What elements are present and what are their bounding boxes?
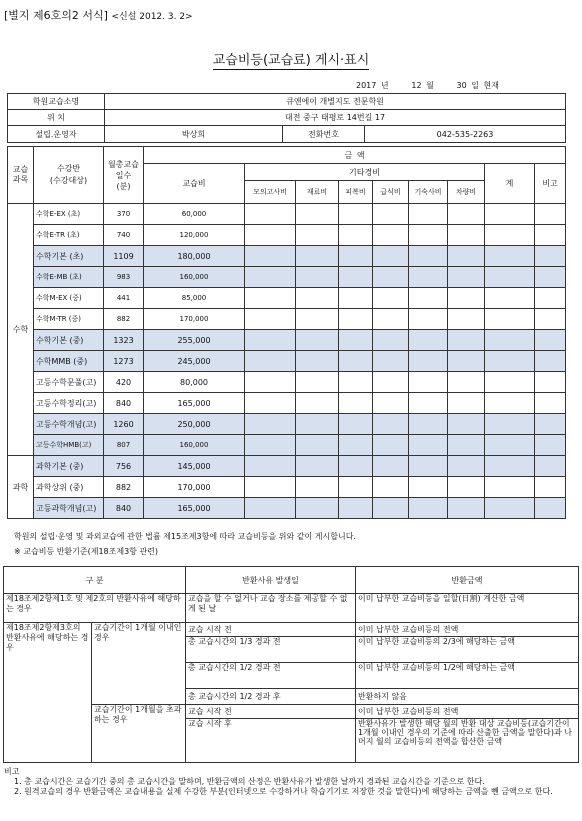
minutes-cell: 420 <box>104 372 144 393</box>
empty-cell <box>409 498 448 519</box>
fee-row <box>8 204 566 225</box>
empty-cell <box>339 351 373 372</box>
expense-subheader: 차량비 <box>448 181 485 204</box>
fee-row <box>8 330 566 351</box>
empty-cell <box>373 309 409 330</box>
empty-cell <box>373 435 409 456</box>
course-cell: 수학M-EX (중) <box>34 288 104 309</box>
course-cell: 수학E-EX (초) <box>34 204 104 225</box>
phone: 042-535-2263 <box>365 126 566 143</box>
empty-cell <box>373 498 409 519</box>
subject-header: 교습 과목 <box>8 147 34 204</box>
empty-cell <box>448 309 485 330</box>
empty-cell <box>535 435 566 456</box>
empty-cell <box>535 477 566 498</box>
empty-cell <box>339 372 373 393</box>
minutes-cell: 1323 <box>104 330 144 351</box>
minutes-cell: 740 <box>104 225 144 246</box>
fee-cell: 85,000 <box>144 288 245 309</box>
course-cell: 수학기본 (중) <box>34 330 104 351</box>
empty-cell <box>409 393 448 414</box>
empty-cell <box>296 477 339 498</box>
empty-cell <box>296 414 339 435</box>
empty-cell <box>409 267 448 288</box>
empty-cell <box>485 351 535 372</box>
empty-cell <box>245 267 296 288</box>
fee-cell: 255,000 <box>144 330 245 351</box>
empty-cell <box>373 267 409 288</box>
empty-cell <box>373 414 409 435</box>
refund-amount: 반환사유가 발생한 해당 월의 반환 대상 교습비등(교습기간이 1개월 이내인 경우의 기준에 따라 산출한 금액을 말한다)과 나머지 월의 교습비등의 전액을 합산한 금액 <box>356 719 579 763</box>
empty-cell <box>373 246 409 267</box>
empty-cell <box>296 498 339 519</box>
empty-cell <box>448 435 485 456</box>
empty-cell <box>485 204 535 225</box>
refund-reason: 교습 시작 전 <box>186 623 356 637</box>
fee-cell: 245,000 <box>144 351 245 372</box>
empty-cell <box>535 330 566 351</box>
course-cell: 과학기본 (중) <box>34 456 104 477</box>
empty-cell <box>485 498 535 519</box>
fee-cell: 180,000 <box>144 246 245 267</box>
fee-cell: 120,000 <box>144 225 245 246</box>
empty-cell <box>245 435 296 456</box>
academy-name-label: 학원교습소명 <box>8 94 105 110</box>
empty-cell <box>448 246 485 267</box>
empty-cell <box>448 393 485 414</box>
course-cell: 수학기본 (초) <box>34 246 104 267</box>
empty-cell <box>296 435 339 456</box>
empty-cell <box>409 414 448 435</box>
empty-cell <box>373 225 409 246</box>
empty-cell <box>339 414 373 435</box>
refund-title: ※ 교습비등 반환기준(제18조제3항 관련) <box>14 547 159 556</box>
empty-cell <box>296 225 339 246</box>
empty-cell <box>485 288 535 309</box>
minutes-cell: 882 <box>104 309 144 330</box>
empty-cell <box>245 288 296 309</box>
empty-cell <box>448 267 485 288</box>
empty-cell <box>339 246 373 267</box>
division-header: 구 분 <box>4 567 186 594</box>
empty-cell <box>339 498 373 519</box>
empty-cell <box>339 456 373 477</box>
days-header: 월총교습 일수 (분) <box>104 147 144 204</box>
empty-cell <box>448 225 485 246</box>
empty-cell <box>245 414 296 435</box>
refund-reason: 총 교습시간의 1/2 경과 전 <box>186 663 356 689</box>
subject-cell: 과학 <box>8 456 34 519</box>
empty-cell <box>339 267 373 288</box>
empty-cell <box>339 330 373 351</box>
empty-cell <box>485 246 535 267</box>
refund-amount: 이미 납부한 교습비등의 2/3에 해당하는 금액 <box>356 637 579 663</box>
founder-label: 설립.운영자 <box>8 126 105 143</box>
fee-row <box>8 372 566 393</box>
total-header: 계 <box>485 164 535 204</box>
course-cell: 고등수학HMB(고) <box>34 435 104 456</box>
fee-cell: 145,000 <box>144 456 245 477</box>
refund-amount: 이미 납부한 교습비등의 전액 <box>356 623 579 637</box>
fee-cell: 160,000 <box>144 435 245 456</box>
empty-cell <box>296 246 339 267</box>
empty-cell <box>245 456 296 477</box>
empty-cell <box>535 372 566 393</box>
expense-subheader: 기숙사비 <box>409 181 448 204</box>
empty-cell <box>296 267 339 288</box>
empty-cell <box>535 225 566 246</box>
empty-cell <box>535 267 566 288</box>
empty-cell <box>245 477 296 498</box>
fee-header: 교습비 <box>144 164 245 204</box>
empty-cell <box>373 330 409 351</box>
empty-cell <box>296 288 339 309</box>
location-label: 위 치 <box>8 110 105 126</box>
fee-row <box>8 351 566 372</box>
course-cell: 고등수학정리(고) <box>34 393 104 414</box>
info-table <box>7 93 566 143</box>
minutes-cell: 1273 <box>104 351 144 372</box>
minutes-cell: 840 <box>104 393 144 414</box>
empty-cell <box>535 498 566 519</box>
empty-cell <box>409 204 448 225</box>
note-header: 비고 <box>535 164 566 204</box>
expense-subheader: 피복비 <box>339 181 373 204</box>
expense-subheader: 모의고사비 <box>245 181 296 204</box>
empty-cell <box>409 288 448 309</box>
refund-reason: 총 교습시간의 1/2 경과 후 <box>186 689 356 705</box>
refund-reason: 총 교습시간의 1/3 경과 전 <box>186 637 356 663</box>
empty-cell <box>339 225 373 246</box>
fee-row <box>8 414 566 435</box>
expense-subheader: 재료비 <box>296 181 339 204</box>
empty-cell <box>296 393 339 414</box>
fee-table <box>7 146 566 519</box>
refund-amount: 이미 납부한 교습비등의 전액 <box>356 705 579 719</box>
refund-amount: 이미 납부한 교습비등을 일할(日割) 계산한 금액 <box>356 594 579 623</box>
fee-cell: 165,000 <box>144 393 245 414</box>
fee-row <box>8 267 566 288</box>
minutes-cell: 756 <box>104 456 144 477</box>
empty-cell <box>409 330 448 351</box>
empty-cell <box>296 372 339 393</box>
reason-header: 반환사유 발생일 <box>186 567 356 594</box>
course-cell: 고등수학개념(고) <box>34 414 104 435</box>
minutes-cell: 370 <box>104 204 144 225</box>
empty-cell <box>245 225 296 246</box>
empty-cell <box>409 372 448 393</box>
fee-cell: 160,000 <box>144 267 245 288</box>
empty-cell <box>448 351 485 372</box>
empty-cell <box>373 288 409 309</box>
empty-cell <box>409 477 448 498</box>
empty-cell <box>245 393 296 414</box>
empty-cell <box>485 330 535 351</box>
empty-cell <box>535 393 566 414</box>
subject-cell: 수학 <box>8 204 34 456</box>
empty-cell <box>409 351 448 372</box>
empty-cell <box>448 456 485 477</box>
fee-row <box>8 456 566 477</box>
refund-amount: 이미 납부한 교습비등의 1/2에 해당하는 금액 <box>356 663 579 689</box>
empty-cell <box>535 414 566 435</box>
empty-cell <box>339 309 373 330</box>
empty-cell <box>373 351 409 372</box>
empty-cell <box>373 456 409 477</box>
fee-cell: 170,000 <box>144 477 245 498</box>
remark-item: 2. 원격교습의 경우 반환금액은 교습내용을 실제 수강한 부분(인터넷으로 수강하거나 학습기기로 저장한 것을 말한다)에 해당하는 금액을 뺀 금액으로 한다. <box>14 787 553 796</box>
remarks-label: 비고 <box>4 767 20 776</box>
fee-cell: 80,000 <box>144 372 245 393</box>
empty-cell <box>296 330 339 351</box>
empty-cell <box>296 456 339 477</box>
empty-cell <box>245 372 296 393</box>
other-expense-header: 기타경비 <box>245 164 485 181</box>
empty-cell <box>535 288 566 309</box>
empty-cell <box>373 393 409 414</box>
empty-cell <box>409 225 448 246</box>
fee-cell: 165,000 <box>144 498 245 519</box>
amount-header: 반환금액 <box>356 567 579 594</box>
empty-cell <box>535 246 566 267</box>
empty-cell <box>448 477 485 498</box>
course-cell: 고등수학문풀(고) <box>34 372 104 393</box>
amount-header: 금 액 <box>144 147 566 164</box>
fee-row <box>8 435 566 456</box>
minutes-cell: 983 <box>104 267 144 288</box>
empty-cell <box>448 288 485 309</box>
form-note: <신설 2012. 3. 2> <box>111 12 193 22</box>
expense-subheader: 급식비 <box>373 181 409 204</box>
empty-cell <box>245 246 296 267</box>
empty-cell <box>485 267 535 288</box>
empty-cell <box>409 435 448 456</box>
empty-cell <box>339 288 373 309</box>
page-title: 교습비등(교습료) 게시·표시 <box>212 53 370 68</box>
empty-cell <box>535 351 566 372</box>
fee-row <box>8 309 566 330</box>
phone-label: 전화번호 <box>283 126 365 143</box>
empty-cell <box>485 225 535 246</box>
fee-cell: 250,000 <box>144 414 245 435</box>
empty-cell <box>448 414 485 435</box>
empty-cell <box>485 477 535 498</box>
empty-cell <box>485 372 535 393</box>
empty-cell <box>339 204 373 225</box>
course-cell: 고등과학개념(고) <box>34 498 104 519</box>
empty-cell <box>245 204 296 225</box>
fee-row <box>8 393 566 414</box>
empty-cell <box>245 330 296 351</box>
refund-division: 제18조제2항제3호의 반환사유에 해당하는 경우 <box>4 623 92 763</box>
minutes-cell: 1260 <box>104 414 144 435</box>
founder: 박상희 <box>105 126 283 143</box>
empty-cell <box>485 393 535 414</box>
refund-division: 제18조제2항제1호 및 제2호의 반환사유에 해당하는 경우 <box>4 594 186 623</box>
empty-cell <box>535 309 566 330</box>
fee-row <box>8 498 566 519</box>
refund-amount: 반환하지 않음 <box>356 689 579 705</box>
empty-cell <box>296 351 339 372</box>
minutes-cell: 441 <box>104 288 144 309</box>
fee-row <box>8 246 566 267</box>
empty-cell <box>409 309 448 330</box>
empty-cell <box>339 393 373 414</box>
form-label: [별지 제6호의2 서식] <신설 2012. 3. 2> <box>4 9 193 22</box>
empty-cell <box>448 204 485 225</box>
empty-cell <box>373 477 409 498</box>
minutes-cell: 840 <box>104 498 144 519</box>
empty-cell <box>296 204 339 225</box>
minutes-cell: 882 <box>104 477 144 498</box>
fee-cell: 170,000 <box>144 309 245 330</box>
empty-cell <box>535 456 566 477</box>
course-cell: 수학MMB (중) <box>34 351 104 372</box>
remark-item: 1. 총 교습시간은 교습기간 중의 총 교습시간을 말하며, 반환금액의 산정은 반환사유가 발생한 날까지 경과된 교습시간을 기준으로 한다. <box>14 777 485 786</box>
fee-row <box>8 225 566 246</box>
location: 대전 중구 태평로 14번길 17 <box>105 110 566 126</box>
refund-table <box>3 566 579 763</box>
minutes-cell: 807 <box>104 435 144 456</box>
empty-cell <box>245 309 296 330</box>
course-cell: 과학상위 (중) <box>34 477 104 498</box>
refund-reason: 교습 시작 전 <box>186 705 356 719</box>
remarks <box>4 767 576 797</box>
fee-cell: 60,000 <box>144 204 245 225</box>
empty-cell <box>409 456 448 477</box>
empty-cell <box>448 330 485 351</box>
fee-row <box>8 288 566 309</box>
empty-cell <box>485 309 535 330</box>
empty-cell <box>448 498 485 519</box>
refund-period: 교습기간이 1개월을 초과하는 경우 <box>92 705 186 763</box>
empty-cell <box>485 456 535 477</box>
empty-cell <box>485 435 535 456</box>
course-cell: 수학E-TR (초) <box>34 225 104 246</box>
empty-cell <box>448 372 485 393</box>
notice-line: 학원의 설립·운영 및 과외교습에 관한 법률 제15조제3항에 따라 교습비등을 위와 같이 게시합니다. <box>14 532 356 541</box>
empty-cell <box>485 414 535 435</box>
empty-cell <box>339 435 373 456</box>
academy-name: 큐앤에이 개별지도 전문학원 <box>105 94 566 110</box>
empty-cell <box>245 498 296 519</box>
fee-row <box>8 477 566 498</box>
empty-cell <box>339 477 373 498</box>
course-cell: 수학E-MB (초) <box>34 267 104 288</box>
refund-period: 교습기간이 1개월 이내인 경우 <box>92 623 186 705</box>
minutes-cell: 1109 <box>104 246 144 267</box>
empty-cell <box>296 309 339 330</box>
empty-cell <box>373 204 409 225</box>
course-header: 수강반 (수강대상) <box>34 147 104 204</box>
date-line: 2017 년 12 월 30 일 현재 <box>356 81 499 90</box>
refund-reason: 교습 시작 후 <box>186 719 356 763</box>
refund-reason: 교습을 할 수 없거나 교습 장소를 제공할 수 없게 된 날 <box>186 594 356 623</box>
empty-cell <box>535 204 566 225</box>
course-cell: 수학M-TR (중) <box>34 309 104 330</box>
empty-cell <box>245 351 296 372</box>
empty-cell <box>409 246 448 267</box>
empty-cell <box>373 372 409 393</box>
